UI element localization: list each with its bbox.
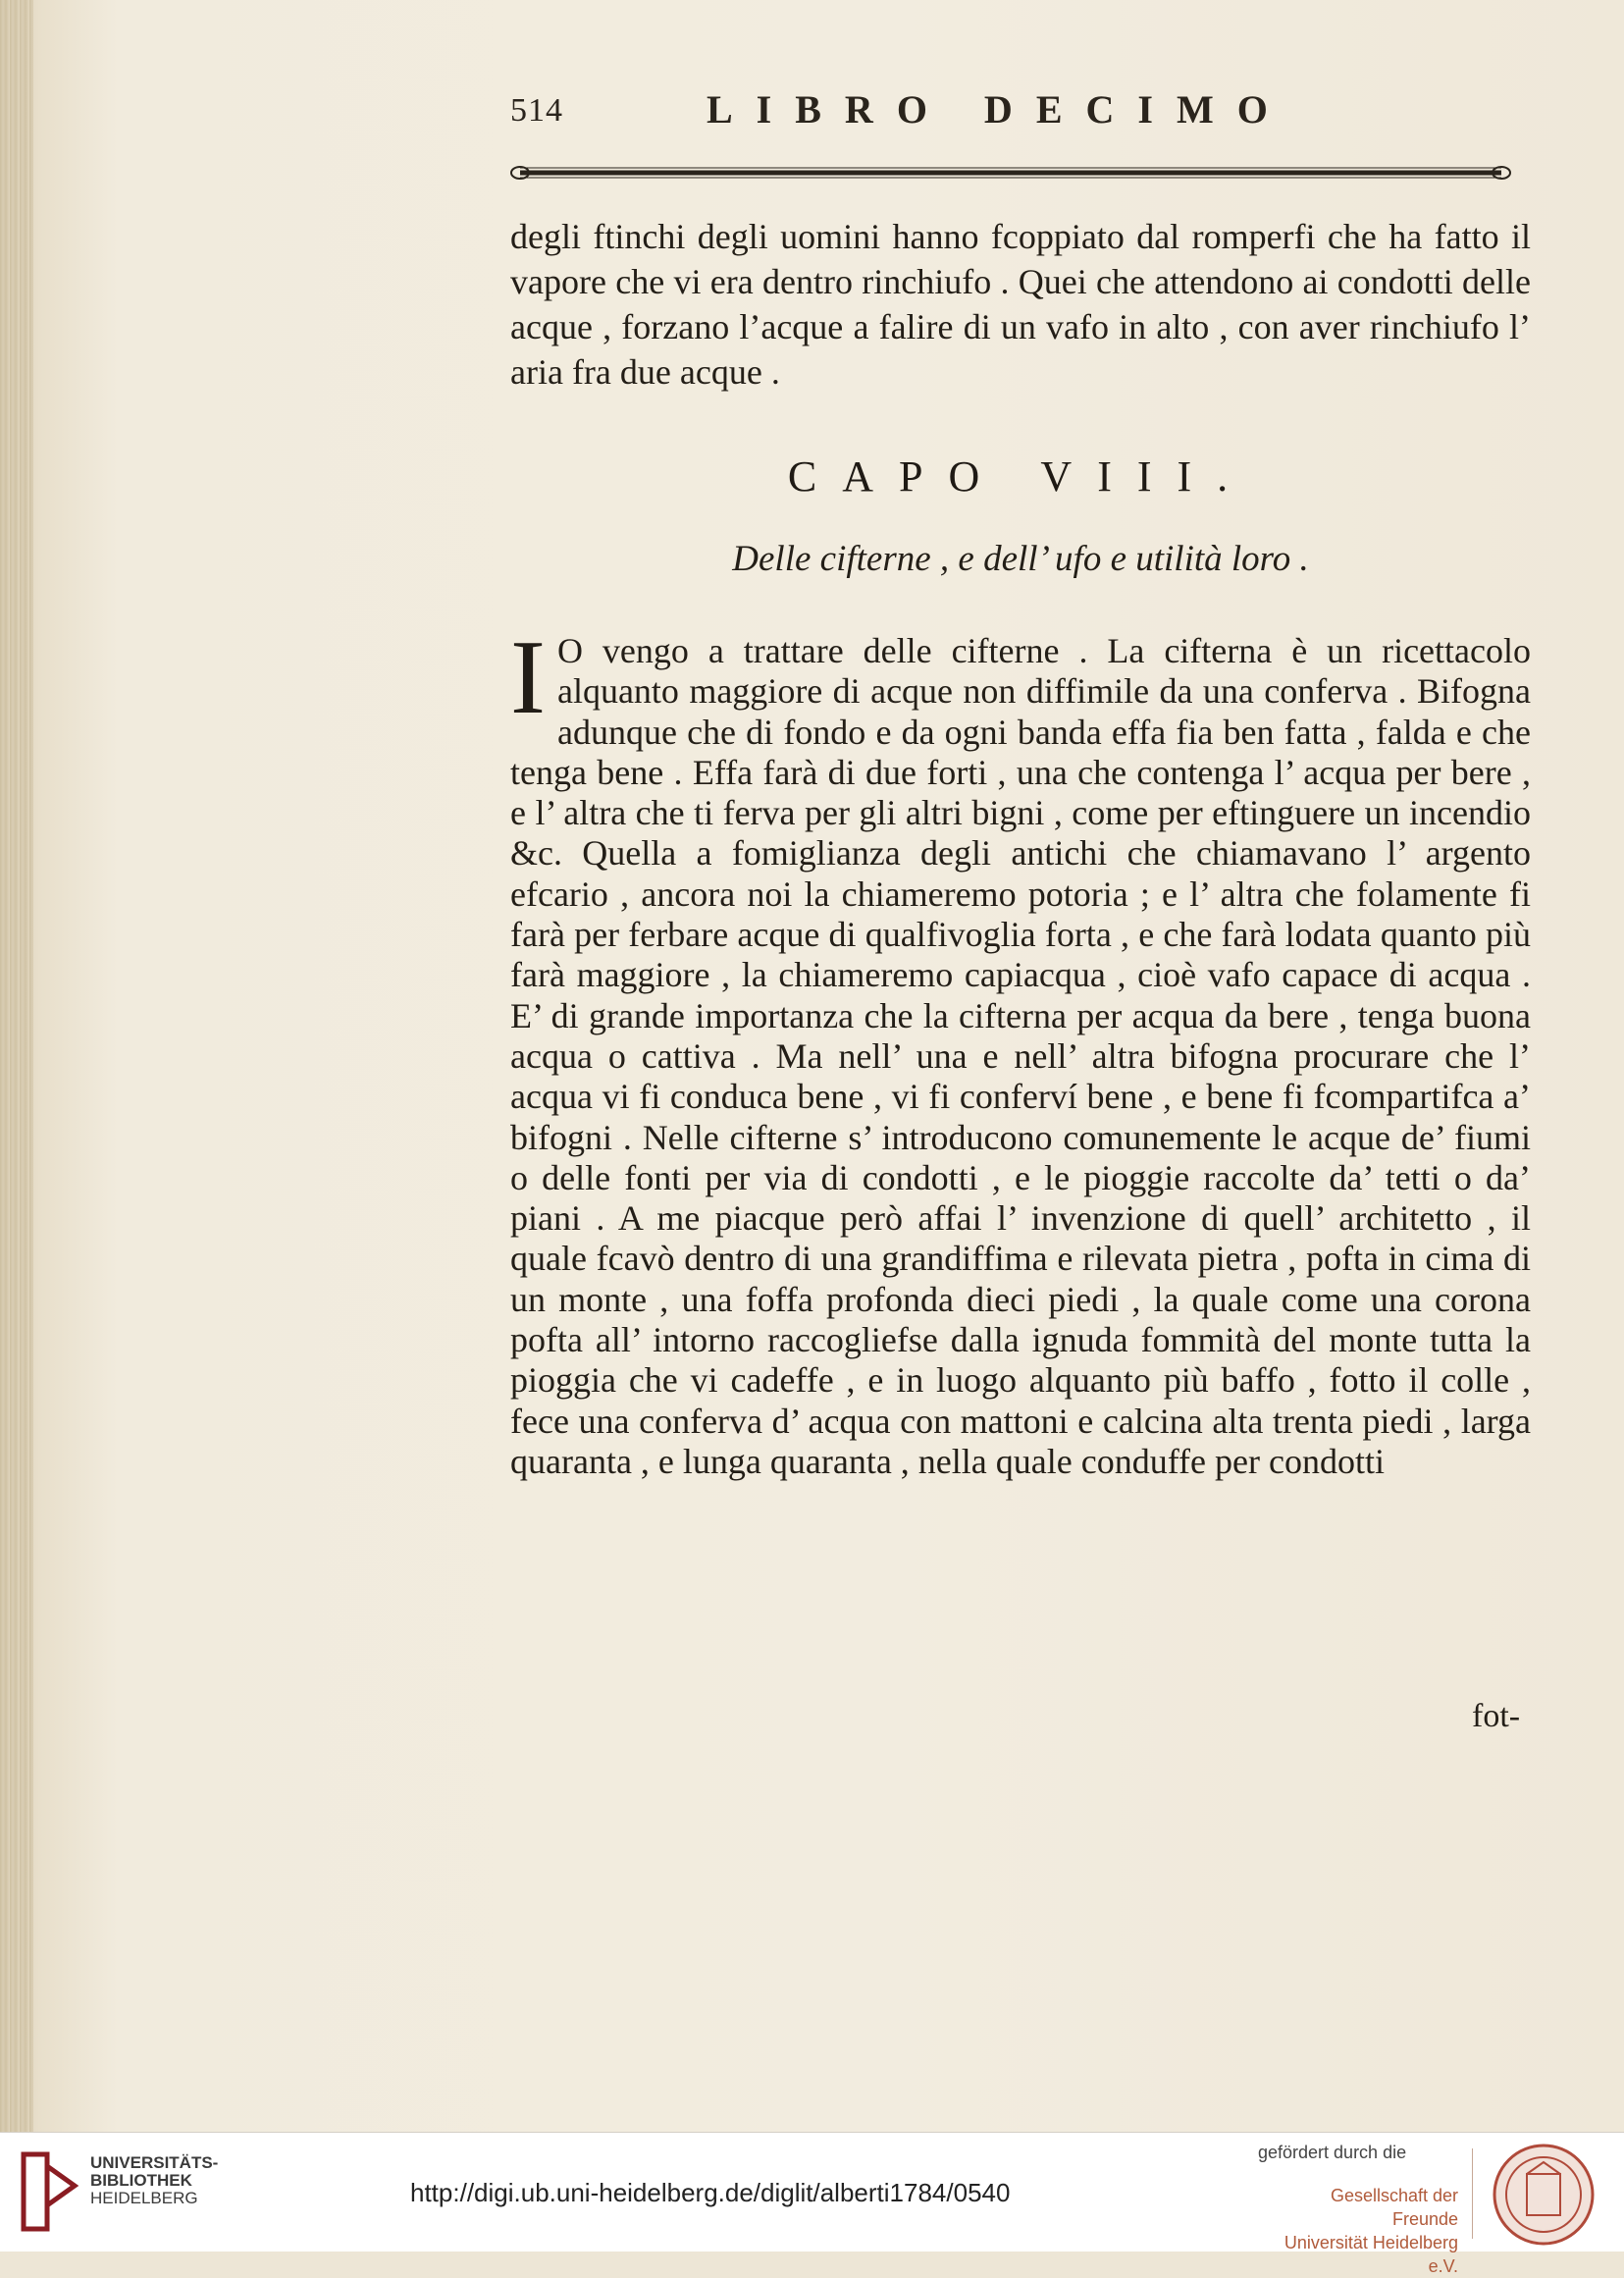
header-ornamental-rule	[510, 162, 1511, 184]
footer-divider	[1472, 2148, 1473, 2239]
chapter-title: CAPO VIII.	[787, 452, 1254, 501]
sponsor-name-line: Universität Heidelberg e.V.	[1283, 2233, 1458, 2276]
library-name-line: UNIVERSITÄTS-	[90, 2153, 219, 2172]
intro-text: degli ftinchi degli uomini hanno fcoppiato dal romperfi che ha fatto il vapore che vi era dentro rinchiufo . Quei che attendono ai condotti delle acque , forzano l’acque a falire di un vafo in alto , con aver rinchiufo l’ aria fra due acque .	[510, 217, 1531, 392]
sponsor-name	[1262, 2184, 1458, 2278]
footer-bar	[0, 2132, 1624, 2276]
body-paragraph	[510, 619, 1531, 1482]
page-header	[510, 86, 1511, 135]
body-text: O vengo a trattare delle cifterne . La cifterna è un ricettacolo alquanto maggiore di acque non diffimile da una conferva . Bifogna adunque che di fondo e da ogni banda effa fia ben fatta , falda e che tenga bene . Effa farà di due forti , una che contenga l’ acqua per bere , e l’ altra che ti ferva per gli altri bigni , come per eftinguere un incendio &c. Quella a fomiglianza degli antichi che chiamavano l’ argento efcario , ancora noi la chiameremo potoria ; e l’ altra che folamente fi farà per ferbare acque di qualfivoglia forta , e che farà lodata quanto più farà maggiore , la chiameremo capiacqua , cioè vafo capace di acqua . E’ di grande importanza che la cifterna per acqua da bere , tenga buona acqua o cattiva . Ma nell’ una e nell’ altra bifogna procurare che l’ acqua vi fi conduca bene , vi fi conferví bene , e bene fi fcompartifca a’ bifogni . Nelle cifterne s’ introducono comunemente le acque de’ fiumi o delle fonti per via di condotti , e le pioggie raccolte da’ tetti o da’ piani . A me piacque però affai l’ invenzione di quell’ architetto , il quale fcavò dentro di una grandiffima e rilevata pietra , pofta in cima di un monte , una foffa profonda dieci piedi , la quale come una corona pofta all’ intorno raccogliefse dalla ignuda fommità del monte tutta la pioggia che vi cadeffe , e in luogo alquanto più baffo , fotto il colle , fece una conferva d’ acqua con mattoni e calcina alta trenta piedi , larga quaranta , e lunga quaranta , nella quale conduffe per condotti	[510, 631, 1531, 1481]
library-logo-icon	[18, 2146, 82, 2237]
library-name	[90, 2154, 218, 2207]
drop-cap: I	[510, 619, 546, 736]
page-number: 514	[510, 92, 563, 129]
permalink-url[interactable]: http://digi.ub.uni-heidelberg.de/diglit/alberti1784/0540	[410, 2178, 1011, 2207]
chapter-subtitle: Delle cifterne , e dell’ ufo e utilità loro .	[732, 539, 1309, 579]
university-seal-icon	[1490, 2143, 1598, 2247]
page-binding-edge	[0, 0, 33, 2132]
sponsor-label: gefördert durch die	[1258, 2143, 1407, 2162]
library-name-line: HEIDELBERG	[90, 2189, 198, 2207]
intro-paragraph	[510, 214, 1531, 395]
running-head: LIBRO DECIMO	[707, 87, 1291, 132]
library-name-line: BIBLIOTHEK	[90, 2171, 192, 2190]
catchword: fot-	[1472, 1698, 1521, 1734]
sponsor-name-line: Gesellschaft der Freunde	[1330, 2186, 1458, 2229]
